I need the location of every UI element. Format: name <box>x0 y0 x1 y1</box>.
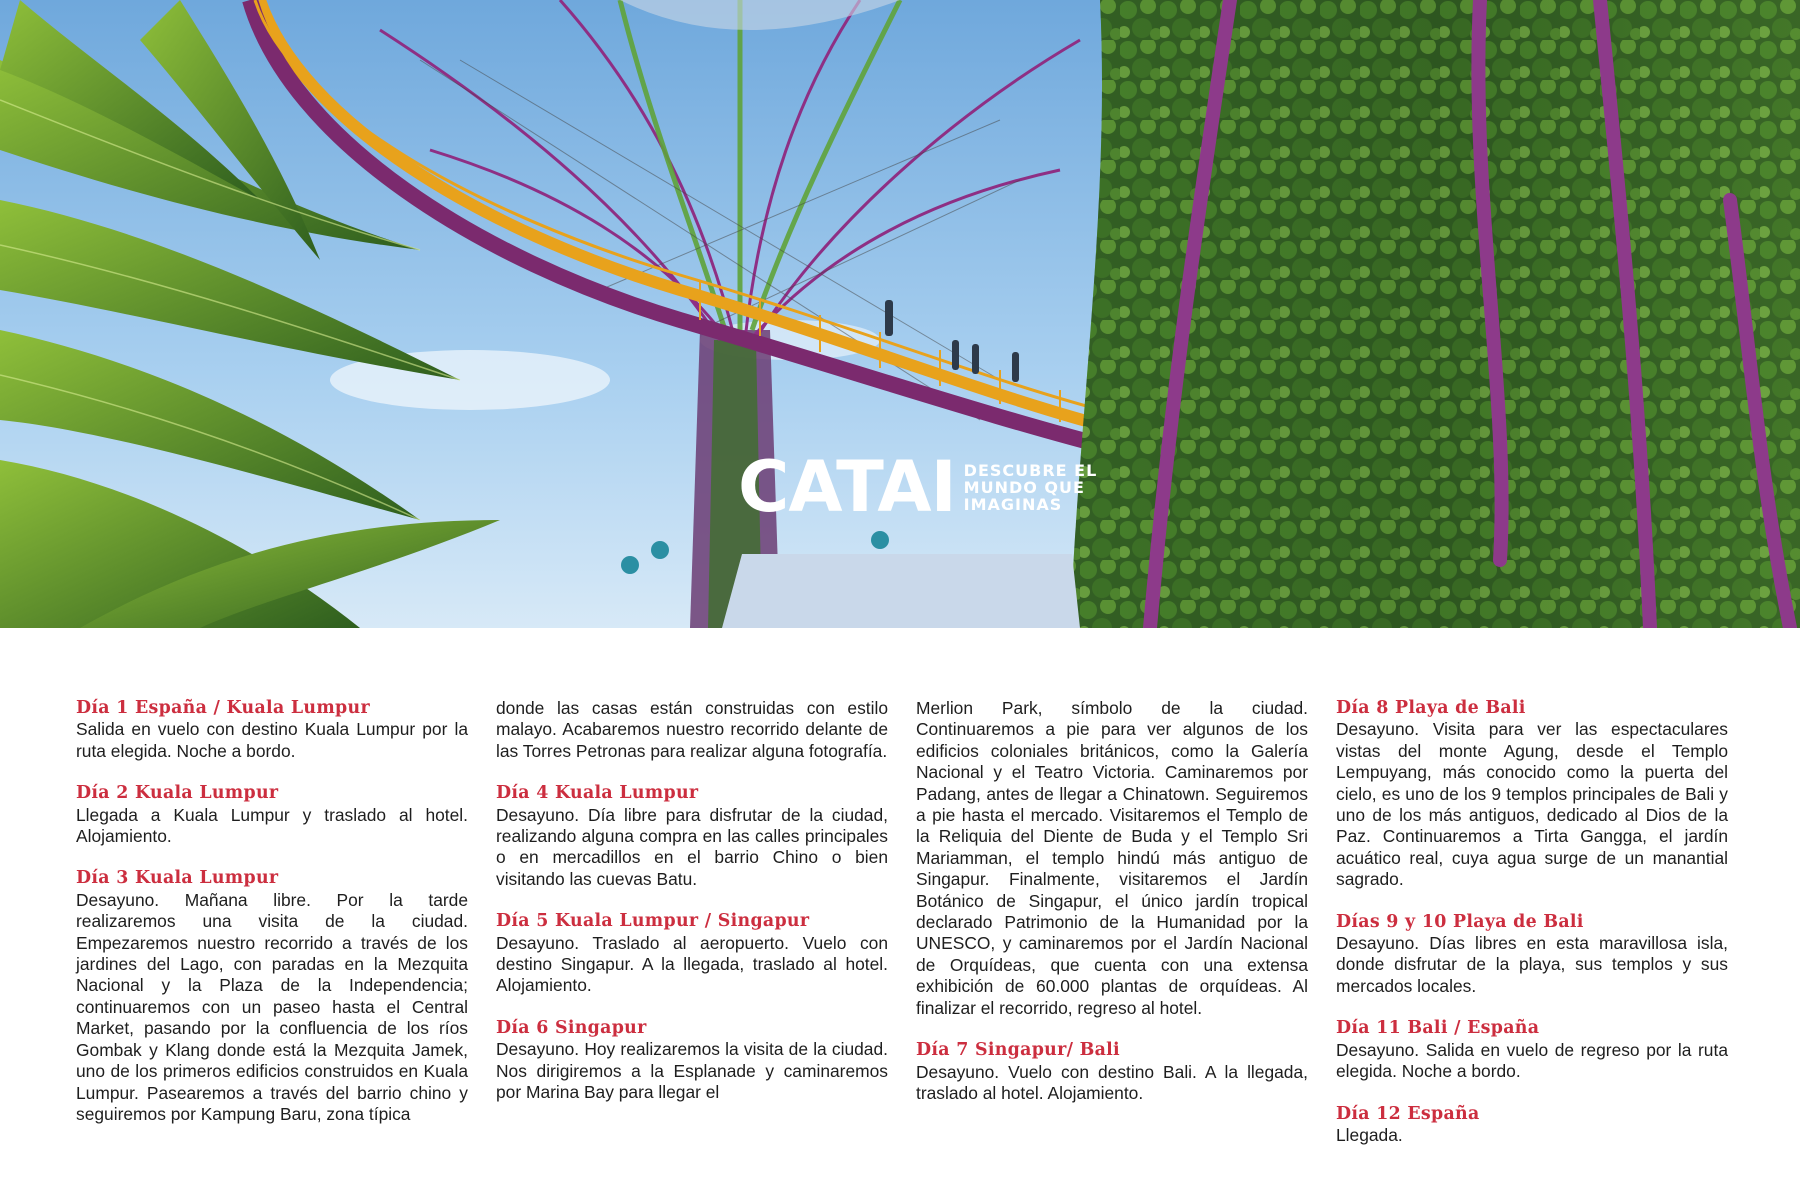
day-text: Llegada a Kuala Lumpur y traslado al hotel. Alojamiento. <box>76 804 468 847</box>
day-text: Desayuno. Vuelo con destino Bali. A la llegada, traslado al hotel. Alojamiento. <box>916 1061 1308 1103</box>
brand-tagline <box>964 462 1098 513</box>
itinerary-day-9-10 <box>1336 912 1728 998</box>
day-text: Salida en vuelo con destino Kuala Lumpur por la ruta elegida. Noche a bordo. <box>76 719 468 761</box>
itinerary-day-6-continued <box>916 698 1308 1019</box>
day-title: Día 8 Playa de Bali <box>1336 698 1526 718</box>
day-text: donde las casas están construidas con estilo malayo. Acabaremos nuestro recorrido delante de las Torres Petronas para realizar alguna fotografía. <box>496 698 888 761</box>
day-title: Día 12 España <box>1336 1103 1480 1124</box>
day-text: Desayuno. Día libre para disfrutar de la ciudad, realizando alguna compra en las calles principales o en mercadillos en el barrio Chino o bien visitando las cuevas Batu. <box>496 804 888 889</box>
day-title: Día 5 Kuala Lumpur / Singapur <box>496 911 810 932</box>
itinerary-day-7 <box>916 1040 1308 1104</box>
day-text: Desayuno. Días libres en esta maravillosa isla, donde disfrutar de la playa, sus templos y sus mercados locales. <box>1336 933 1728 996</box>
day-title: Día 7 Singapur/ Bali <box>916 1040 1120 1061</box>
itinerary-day-1 <box>76 698 468 762</box>
tagline-line-1: DESCUBRE EL <box>963 460 1098 480</box>
day-title: Día 2 Kuala Lumpur <box>76 783 279 804</box>
day-text: Merlion Park, símbolo de la ciudad. Continuaremos a pie para ver algunos de los edificios coloniales británicos, como la Galería Nacional y el Teatro Victoria. Caminaremos por Padang, antes de llegar a Chinatown. Seguiremos a pie hasta el mercado. Visitaremos el Templo de la Reliquia del Diente de Buda y el Templo Sri Mariamman, el templo hindú más antiguo de Singapur. Finalmente, visitaremos el Jardín Botánico de Singapur, el único jardín tropical declarado Patrimonio de la Humanidad por la UNESCO, y caminaremos por el Jardín Nacional de Orquídeas, que cuenta con una extensa exhibición de 60.000 plantas de orquídeas. Al finalizar el recorrido, regreso al hotel. <box>916 698 1308 1018</box>
day-text: Desayuno. Hoy realizaremos la visita de la ciudad. Nos dirigiremos a la Esplanade y caminaremos por Marina Bay para llegar el <box>496 1039 888 1103</box>
itinerary-day-5 <box>496 911 888 997</box>
day-text: Llegada. <box>1336 1124 1403 1145</box>
catai-logo <box>738 446 1098 528</box>
day-text: Desayuno. Mañana libre. Por la tarde realizaremos una visita de la ciudad. Empezaremos nuestro recorrido a través de los jardines del Lago, con paradas en la Mezquita Nacional y la Plaza de la Independencia; continuaremos con un paseo hasta el Central Market, pasando por la confluencia de los ríos Gombak y Klang donde está la Mezquita Jamek, uno de los primeros edificios construidos en Kuala Lumpur. Pasearemos a través del barrio chino y seguiremos por Kampung Baru, zona típica <box>76 889 468 1124</box>
itinerary <box>76 698 1728 1145</box>
day-text: Desayuno. Visita para ver las espectaculares vistas del monte Agung, desde el Templo Lempuyang, más conocido como la puerta del cielo, es uno de los 9 templos principales de Bali y uno de los más antiguos, dedicado al Dios de la Paz. Continuaremos a Tirta Gangga, el jardín acuático real, cuya agua surge de un manantial sagrado. <box>1336 719 1728 890</box>
itinerary-day-11 <box>1336 1018 1728 1082</box>
itinerary-day-6 <box>496 1018 888 1104</box>
day-title: Día 3 Kuala Lumpur <box>76 868 279 889</box>
day-title: Días 9 y 10 Playa de Bali <box>1336 911 1584 932</box>
itinerary-day-2 <box>76 783 468 847</box>
day-title: Día 11 Bali / España <box>1336 1018 1540 1039</box>
itinerary-day-12 <box>1336 1104 1728 1147</box>
itinerary-column-1 <box>76 698 468 1125</box>
itinerary-day-3-continued <box>496 698 888 762</box>
itinerary-day-4 <box>496 783 888 890</box>
day-text: Desayuno. Traslado al aeropuerto. Vuelo con destino Singapur. A la llegada, traslado al hotel. Alojamiento. <box>496 932 888 996</box>
tagline-line-3: IMAGINAS <box>963 494 1063 514</box>
day-title: Día 4 Kuala Lumpur <box>496 783 699 804</box>
day-title: Día 1 España / Kuala Lumpur <box>76 698 370 718</box>
itinerary-column-2 <box>496 698 888 1104</box>
itinerary-day-8 <box>1336 698 1728 891</box>
tagline-line-2: MUNDO QUE <box>963 477 1085 497</box>
itinerary-day-3 <box>76 868 468 1125</box>
itinerary-column-3 <box>916 698 1308 1104</box>
day-text: Desayuno. Salida en vuelo de regreso por la ruta elegida. Noche a bordo. <box>1336 1039 1728 1082</box>
day-title: Día 6 Singapur <box>496 1017 647 1038</box>
itinerary-column-4 <box>1336 698 1728 1146</box>
brand-name: CATAI <box>738 446 956 528</box>
